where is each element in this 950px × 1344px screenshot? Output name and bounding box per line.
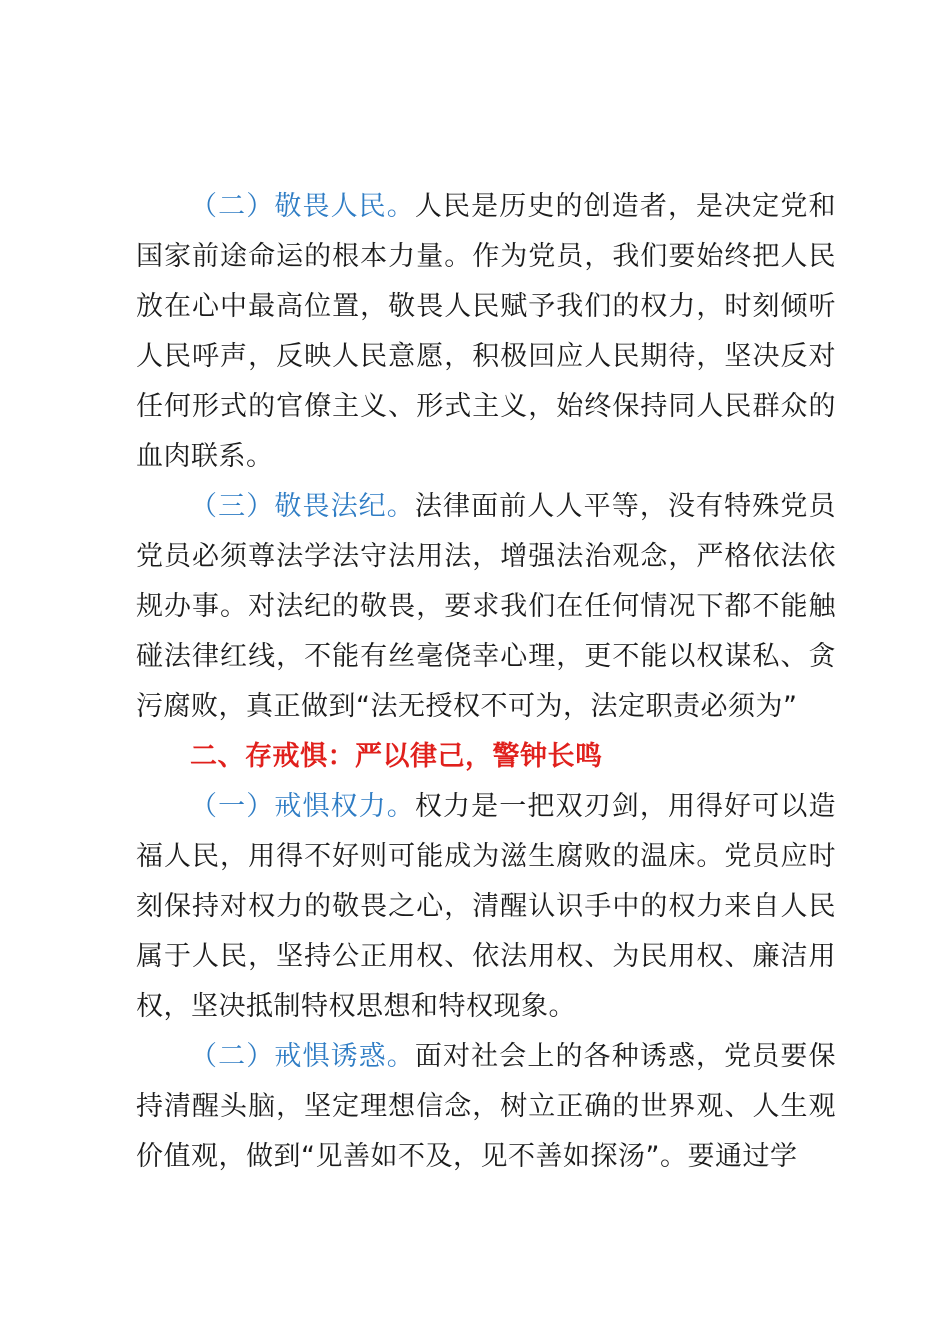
paragraph-lead: （一）戒惧权力。 (190, 791, 415, 822)
paragraph-lead: （二）戒惧诱惑。 (190, 1041, 415, 1072)
paragraph-caution-temptation (136, 1032, 836, 1182)
paragraph-revere-law (136, 482, 836, 732)
paragraph-caution-power (136, 782, 836, 1032)
paragraph-body: 人民是历史的创造者，是决定党和国家前途命运的根本力量。作为党员，我们要始终把人民放在心中最高位置，敬畏人民赋予我们的权力，时刻倾听人民呼声，反映人民意愿，积极回应人民期待，坚决反对任何形式的官僚主义、形式主义，始终保持同人民群众的血肉联系。 (136, 191, 837, 472)
paragraph-revere-people (136, 182, 836, 482)
paragraph-body: 法律面前人人平等，没有特殊党员党员必须尊法学法守法用法，增强法治观念，严格依法依规办事。对法纪的敬畏，要求我们在任何情况下都不能触碰法律红线，不能有丝毫侥幸心理，更不能以权谋私、贪污腐败，真正做到“法无授权不可为，法定职责必须为” (136, 491, 837, 722)
document-page (136, 182, 836, 1182)
section-heading: 二、存戒惧：严以律己，警钟长鸣 (190, 741, 603, 772)
paragraph-lead: （三）敬畏法纪。 (190, 491, 415, 522)
paragraph-body: 面对社会上的各种诱惑，党员要保持清醒头脑，坚定理想信念，树立正确的世界观、人生观价值观，做到“见善如不及，见不善如探汤”。要通过学 (136, 1041, 837, 1172)
paragraph-lead: （二）敬畏人民。 (190, 191, 415, 222)
paragraph-body: 权力是一把双刃剑，用得好可以造福人民，用得不好则可能成为滋生腐败的温床。党员应时刻保持对权力的敬畏之心，清醒认识手中的权力来自人民属于人民，坚持公正用权、依法用权、为民用权、廉洁用权，坚决抵制特权思想和特权现象。 (136, 791, 837, 1022)
